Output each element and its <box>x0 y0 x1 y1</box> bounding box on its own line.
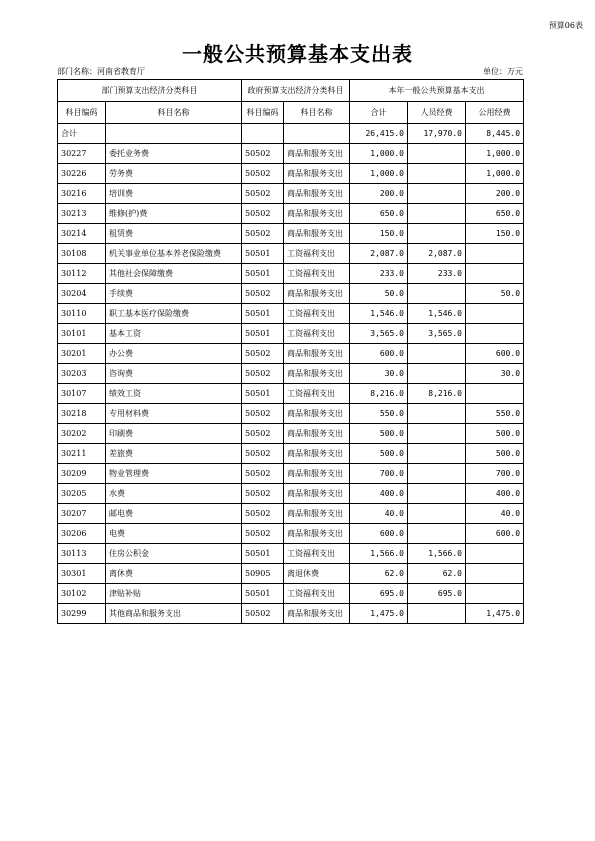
gov-name-cell: 商品和服务支出 <box>284 404 350 424</box>
public-cell <box>466 304 524 324</box>
public-cell: 1,475.0 <box>466 604 524 624</box>
total-cell: 700.0 <box>350 464 408 484</box>
public-cell: 40.0 <box>466 504 524 524</box>
table-row <box>58 504 524 524</box>
table-row <box>58 544 524 564</box>
department-name: 河南省教育厅 <box>97 67 145 76</box>
gov-name-cell: 商品和服务支出 <box>284 604 350 624</box>
table-row <box>58 144 524 164</box>
group-header-gov: 政府预算支出经济分类科目 <box>242 80 350 102</box>
dept-code-cell: 30214 <box>58 224 106 244</box>
dept-code-cell: 30211 <box>58 444 106 464</box>
personnel-cell <box>408 504 466 524</box>
gov-name-cell <box>284 124 350 144</box>
gov-name-cell: 工资福利支出 <box>284 384 350 404</box>
personnel-cell <box>408 204 466 224</box>
total-cell: 26,415.0 <box>350 124 408 144</box>
public-cell <box>466 324 524 344</box>
dept-code-cell: 30213 <box>58 204 106 224</box>
dept-name-cell: 其他社会保障缴费 <box>106 264 242 284</box>
personnel-cell <box>408 484 466 504</box>
table-row <box>58 224 524 244</box>
public-cell: 600.0 <box>466 344 524 364</box>
table-row <box>58 384 524 404</box>
dept-name-cell: 职工基本医疗保险缴费 <box>106 304 242 324</box>
total-cell: 1,000.0 <box>350 144 408 164</box>
total-cell: 1,546.0 <box>350 304 408 324</box>
total-cell: 1,000.0 <box>350 164 408 184</box>
personnel-cell <box>408 184 466 204</box>
gov-name-cell: 工资福利支出 <box>284 544 350 564</box>
table-row <box>58 204 524 224</box>
gov-name-cell: 商品和服务支出 <box>284 504 350 524</box>
table-row <box>58 464 524 484</box>
public-cell: 500.0 <box>466 424 524 444</box>
total-cell: 62.0 <box>350 564 408 584</box>
public-cell: 1,000.0 <box>466 164 524 184</box>
public-cell: 1,000.0 <box>466 144 524 164</box>
dept-name-cell: 机关事业单位基本养老保险缴费 <box>106 244 242 264</box>
personnel-cell <box>408 404 466 424</box>
dept-code-cell: 30110 <box>58 304 106 324</box>
total-row <box>58 124 524 144</box>
total-cell: 695.0 <box>350 584 408 604</box>
public-cell: 30.0 <box>466 364 524 384</box>
personnel-cell: 695.0 <box>408 584 466 604</box>
budget-table <box>57 79 524 624</box>
dept-code-cell: 30218 <box>58 404 106 424</box>
personnel-cell: 8,216.0 <box>408 384 466 404</box>
dept-code-cell: 30206 <box>58 524 106 544</box>
gov-name-cell: 商品和服务支出 <box>284 444 350 464</box>
gov-name-cell: 工资福利支出 <box>284 324 350 344</box>
table-row <box>58 584 524 604</box>
total-cell: 50.0 <box>350 284 408 304</box>
dept-name-cell: 其他商品和服务支出 <box>106 604 242 624</box>
table-row <box>58 264 524 284</box>
department-label: 部门名称： <box>57 67 97 76</box>
gov-code-cell: 50502 <box>242 184 284 204</box>
total-cell: 3,565.0 <box>350 324 408 344</box>
gov-name-cell: 商品和服务支出 <box>284 424 350 444</box>
total-cell: 150.0 <box>350 224 408 244</box>
table-row <box>58 424 524 444</box>
public-cell <box>466 584 524 604</box>
gov-name-cell: 商品和服务支出 <box>284 464 350 484</box>
personnel-cell: 1,546.0 <box>408 304 466 324</box>
gov-name-cell: 工资福利支出 <box>284 304 350 324</box>
dept-code-cell: 30101 <box>58 324 106 344</box>
page-title: 一般公共预算基本支出表 <box>182 42 413 66</box>
dept-code-cell: 30204 <box>58 284 106 304</box>
table-row <box>58 184 524 204</box>
dept-name-cell: 维修(护)费 <box>106 204 242 224</box>
dept-code-cell: 30299 <box>58 604 106 624</box>
total-cell: 1,566.0 <box>350 544 408 564</box>
dept-name-cell: 咨询费 <box>106 364 242 384</box>
total-cell: 500.0 <box>350 424 408 444</box>
personnel-cell <box>408 524 466 544</box>
dept-name-cell: 离休费 <box>106 564 242 584</box>
dept-code-cell: 30112 <box>58 264 106 284</box>
public-cell: 200.0 <box>466 184 524 204</box>
column-header-row <box>58 102 524 124</box>
public-cell <box>466 384 524 404</box>
dept-name-cell: 住房公积金 <box>106 544 242 564</box>
public-cell <box>466 244 524 264</box>
public-cell: 50.0 <box>466 284 524 304</box>
personnel-cell: 3,565.0 <box>408 324 466 344</box>
personnel-cell: 233.0 <box>408 264 466 284</box>
form-code: 预算06表 <box>548 21 583 30</box>
column-header: 人员经费 <box>408 102 466 124</box>
public-cell <box>466 264 524 284</box>
dept-name-cell: 专用材料费 <box>106 404 242 424</box>
table-row <box>58 604 524 624</box>
total-cell: 1,475.0 <box>350 604 408 624</box>
dept-name-cell <box>106 124 242 144</box>
table-row <box>58 284 524 304</box>
gov-code-cell: 50501 <box>242 304 284 324</box>
total-cell: 30.0 <box>350 364 408 384</box>
dept-code-cell: 30226 <box>58 164 106 184</box>
department <box>57 66 145 77</box>
column-header: 公用经费 <box>466 102 524 124</box>
dept-code-cell: 30216 <box>58 184 106 204</box>
personnel-cell <box>408 424 466 444</box>
column-header: 科目编码 <box>242 102 284 124</box>
dept-name-cell: 邮电费 <box>106 504 242 524</box>
public-cell <box>466 564 524 584</box>
dept-name-cell: 津贴补贴 <box>106 584 242 604</box>
personnel-cell <box>408 344 466 364</box>
gov-name-cell: 商品和服务支出 <box>284 224 350 244</box>
dept-code-cell: 30108 <box>58 244 106 264</box>
group-header-row <box>58 80 524 102</box>
personnel-cell <box>408 604 466 624</box>
dept-name-cell: 劳务费 <box>106 164 242 184</box>
gov-name-cell: 离退休费 <box>284 564 350 584</box>
dept-code-cell: 30301 <box>58 564 106 584</box>
total-cell: 550.0 <box>350 404 408 424</box>
personnel-cell: 62.0 <box>408 564 466 584</box>
gov-code-cell: 50501 <box>242 264 284 284</box>
table-row <box>58 304 524 324</box>
total-cell: 600.0 <box>350 344 408 364</box>
column-header: 科目名称 <box>106 102 242 124</box>
dept-code-cell: 30202 <box>58 424 106 444</box>
total-cell: 8,216.0 <box>350 384 408 404</box>
gov-code-cell: 50502 <box>242 344 284 364</box>
total-cell: 600.0 <box>350 524 408 544</box>
gov-name-cell: 商品和服务支出 <box>284 484 350 504</box>
dept-code-cell: 30102 <box>58 584 106 604</box>
table-body <box>58 124 524 624</box>
gov-name-cell: 工资福利支出 <box>284 264 350 284</box>
dept-code-cell: 30205 <box>58 484 106 504</box>
gov-code-cell: 50502 <box>242 444 284 464</box>
dept-code-cell: 30209 <box>58 464 106 484</box>
public-cell <box>466 544 524 564</box>
personnel-cell: 1,566.0 <box>408 544 466 564</box>
table-meta <box>57 66 523 78</box>
gov-code-cell: 50502 <box>242 364 284 384</box>
total-cell: 40.0 <box>350 504 408 524</box>
dept-name-cell: 租赁费 <box>106 224 242 244</box>
public-cell: 8,445.0 <box>466 124 524 144</box>
gov-name-cell: 商品和服务支出 <box>284 204 350 224</box>
gov-code-cell: 50502 <box>242 504 284 524</box>
dept-code-cell: 30207 <box>58 504 106 524</box>
total-cell: 200.0 <box>350 184 408 204</box>
gov-code-cell: 50502 <box>242 404 284 424</box>
gov-name-cell: 商品和服务支出 <box>284 364 350 384</box>
gov-name-cell: 商品和服务支出 <box>284 344 350 364</box>
total-cell: 400.0 <box>350 484 408 504</box>
personnel-cell <box>408 444 466 464</box>
dept-code-cell: 30227 <box>58 144 106 164</box>
gov-name-cell: 商品和服务支出 <box>284 184 350 204</box>
table-row <box>58 324 524 344</box>
gov-name-cell: 工资福利支出 <box>284 584 350 604</box>
gov-code-cell <box>242 124 284 144</box>
dept-code-cell: 30201 <box>58 344 106 364</box>
dept-code-cell: 30113 <box>58 544 106 564</box>
table-row <box>58 244 524 264</box>
gov-code-cell: 50502 <box>242 484 284 504</box>
public-cell: 650.0 <box>466 204 524 224</box>
gov-code-cell: 50502 <box>242 144 284 164</box>
public-cell: 150.0 <box>466 224 524 244</box>
dept-code-cell: 30107 <box>58 384 106 404</box>
dept-name-cell: 水费 <box>106 484 242 504</box>
personnel-cell: 2,087.0 <box>408 244 466 264</box>
dept-name-cell: 手续费 <box>106 284 242 304</box>
total-cell: 500.0 <box>350 444 408 464</box>
gov-code-cell: 50502 <box>242 464 284 484</box>
gov-name-cell: 商品和服务支出 <box>284 144 350 164</box>
total-cell: 233.0 <box>350 264 408 284</box>
gov-code-cell: 50501 <box>242 584 284 604</box>
gov-name-cell: 商品和服务支出 <box>284 524 350 544</box>
column-header: 合计 <box>350 102 408 124</box>
table-row <box>58 444 524 464</box>
table-row <box>58 564 524 584</box>
table-row <box>58 524 524 544</box>
column-header: 科目编码 <box>58 102 106 124</box>
gov-code-cell: 50501 <box>242 384 284 404</box>
gov-name-cell: 工资福利支出 <box>284 244 350 264</box>
personnel-cell <box>408 284 466 304</box>
gov-code-cell: 50501 <box>242 324 284 344</box>
total-cell: 650.0 <box>350 204 408 224</box>
gov-code-cell: 50501 <box>242 544 284 564</box>
public-cell: 550.0 <box>466 404 524 424</box>
personnel-cell <box>408 164 466 184</box>
dept-name-cell: 绩效工资 <box>106 384 242 404</box>
personnel-cell <box>408 224 466 244</box>
table-row <box>58 404 524 424</box>
gov-code-cell: 50502 <box>242 164 284 184</box>
personnel-cell <box>408 144 466 164</box>
table-row <box>58 164 524 184</box>
gov-code-cell: 50502 <box>242 224 284 244</box>
gov-code-cell: 50502 <box>242 204 284 224</box>
dept-name-cell: 差旅费 <box>106 444 242 464</box>
gov-name-cell: 商品和服务支出 <box>284 164 350 184</box>
dept-name-cell: 基本工资 <box>106 324 242 344</box>
dept-name-cell: 办公费 <box>106 344 242 364</box>
gov-code-cell: 50502 <box>242 284 284 304</box>
gov-name-cell: 商品和服务支出 <box>284 284 350 304</box>
unit-label: 单位：万元 <box>483 67 523 76</box>
public-cell: 700.0 <box>466 464 524 484</box>
group-header-dept: 部门预算支出经济分类科目 <box>58 80 242 102</box>
personnel-cell <box>408 364 466 384</box>
dept-name-cell: 电费 <box>106 524 242 544</box>
gov-code-cell: 50501 <box>242 244 284 264</box>
dept-code-cell: 30203 <box>58 364 106 384</box>
gov-code-cell: 50502 <box>242 524 284 544</box>
column-header: 科目名称 <box>284 102 350 124</box>
table-row <box>58 364 524 384</box>
gov-code-cell: 50502 <box>242 424 284 444</box>
public-cell: 400.0 <box>466 484 524 504</box>
gov-code-cell: 50502 <box>242 604 284 624</box>
personnel-cell: 17,970.0 <box>408 124 466 144</box>
table-row <box>58 344 524 364</box>
dept-name-cell: 培训费 <box>106 184 242 204</box>
table-row <box>58 484 524 504</box>
dept-name-cell: 委托业务费 <box>106 144 242 164</box>
dept-code-cell: 合计 <box>58 124 106 144</box>
gov-code-cell: 50905 <box>242 564 284 584</box>
public-cell: 600.0 <box>466 524 524 544</box>
personnel-cell <box>408 464 466 484</box>
public-cell: 500.0 <box>466 444 524 464</box>
group-header-budget: 本年一般公共预算基本支出 <box>350 80 524 102</box>
dept-name-cell: 印刷费 <box>106 424 242 444</box>
total-cell: 2,087.0 <box>350 244 408 264</box>
dept-name-cell: 物业管理费 <box>106 464 242 484</box>
